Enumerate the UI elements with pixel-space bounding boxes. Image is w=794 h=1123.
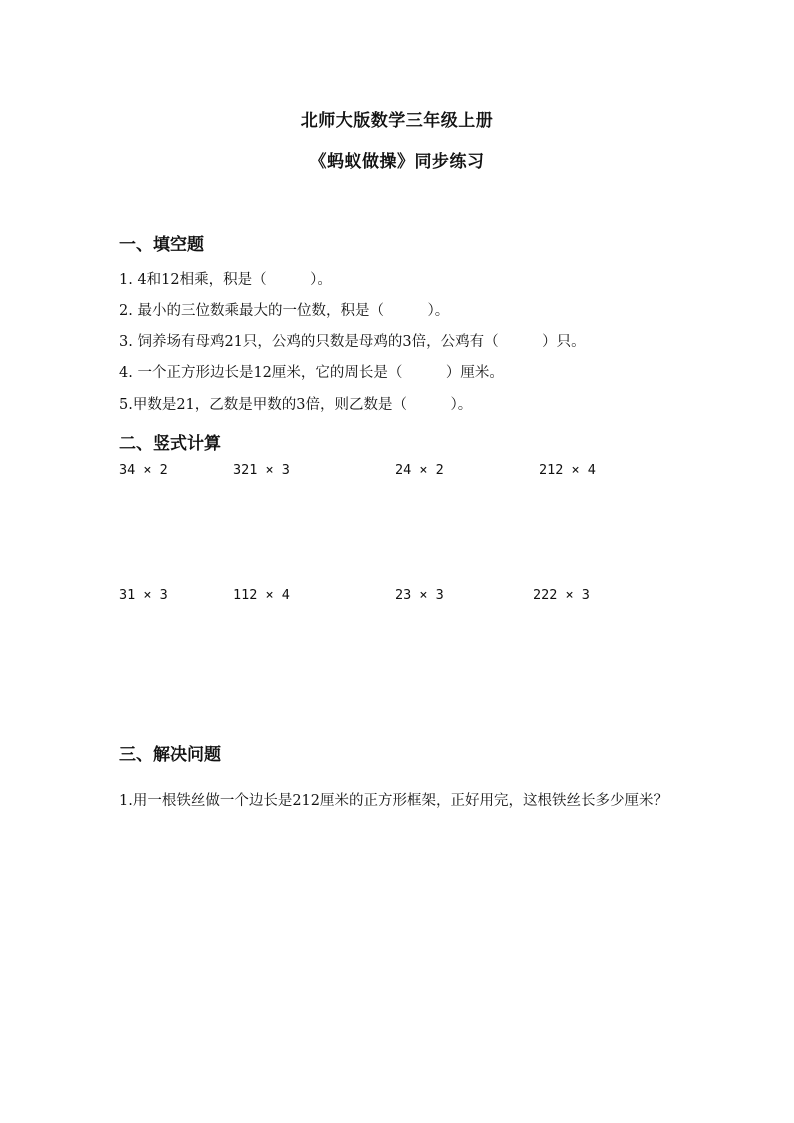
calculation-expression: 112 × 4 [233, 587, 290, 603]
calculation-expression: 34 × 2 [119, 462, 168, 478]
fill-blank-question: 4. 一个正方形边长是12厘米，它的周长是（ ）厘米。 [119, 365, 504, 381]
calculation-expression: 31 × 3 [119, 587, 168, 603]
page-subtitle: 《蚂蚁做操》同步练习 [309, 152, 485, 172]
section-heading-problem-solving: 三、解决问题 [119, 745, 221, 765]
calculation-expression: 222 × 3 [533, 587, 590, 603]
calculation-expression: 24 × 2 [395, 462, 444, 478]
fill-blank-question: 2. 最小的三位数乘最大的一位数，积是（ ）。 [119, 303, 450, 319]
page-title: 北师大版数学三年级上册 [300, 111, 494, 131]
section-heading-fill-blank: 一、填空题 [119, 235, 204, 255]
calculation-expression: 212 × 4 [539, 462, 596, 478]
calculation-expression: 23 × 3 [395, 587, 444, 603]
section-heading-vertical-calculation: 二、竖式计算 [119, 434, 221, 454]
calculation-expression: 321 × 3 [233, 462, 290, 478]
fill-blank-question: 1. 4和12相乘，积是（ ）。 [119, 272, 332, 288]
fill-blank-question: 3. 饲养场有母鸡21只，公鸡的只数是母鸡的3倍，公鸡有（ ）只。 [119, 334, 586, 350]
word-problem: 1.用一根铁丝做一个边长是212厘米的正方形框架，正好用完，这根铁丝长多少厘米？ [119, 793, 669, 809]
fill-blank-question: 5.甲数是21，乙数是甲数的3倍，则乙数是（ ）。 [119, 397, 473, 413]
